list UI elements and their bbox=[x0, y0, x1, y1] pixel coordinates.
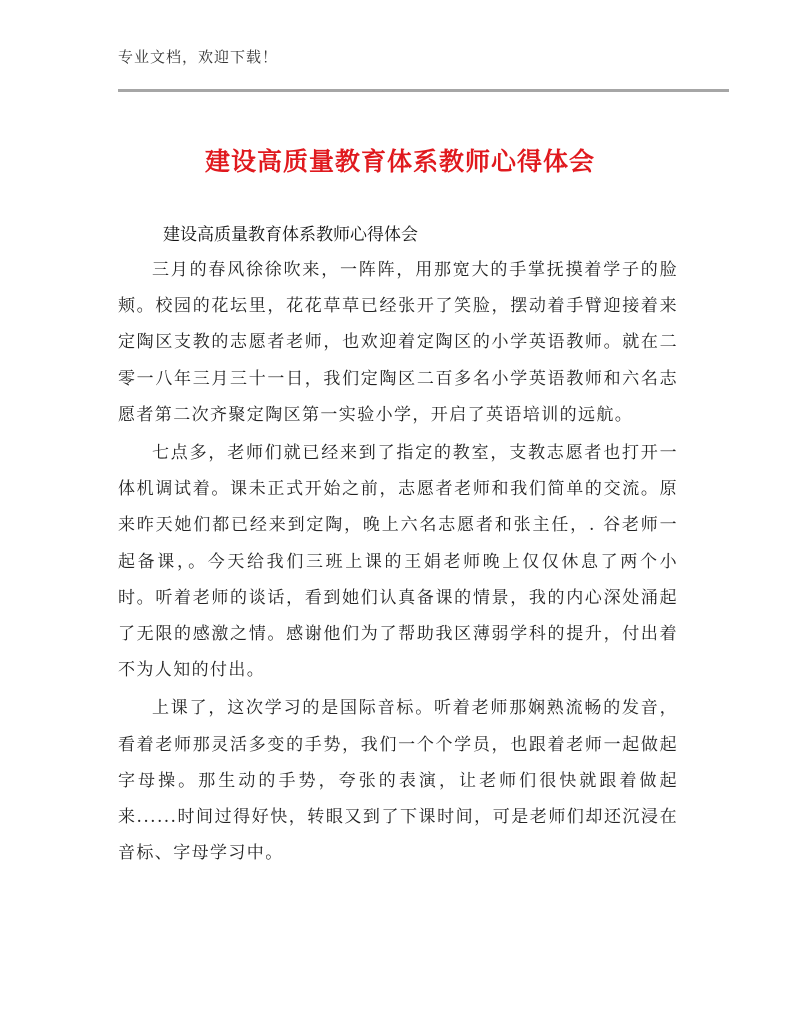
body-paragraph: 上课了，这次学习的是国际音标。听着老师那娴熟流畅的发音，看着老师那灵活多变的手势，我们一个个学员，也跟着老师一起做起字母操。那生动的手势，夸张的表演，让老师们很快就跟着做起来......时间过得好快，转眼又到了下课时间，可是老师们却还沉浸在音标、字母学习中。 bbox=[118, 698, 678, 864]
document-title: 建设高质量教育体系教师心得体会 bbox=[204, 147, 595, 176]
header-note: 专业文档，欢迎下载！ bbox=[118, 48, 279, 66]
header-divider bbox=[118, 89, 729, 92]
document-subtitle: 建设高质量教育体系教师心得体会 bbox=[163, 225, 418, 245]
body-paragraph: 三月的春风徐徐吹来，一阵阵，用那宽大的手掌抚摸着学子的脸颊。校园的花坛里，花花草草已经张开了笑脸，摆动着手臂迎接着来定陶区支教的志愿者老师，也欢迎着定陶区的小学英语教师。就在二零一八年三月三十一日，我们定陶区二百多名小学英语教师和六名志愿者第二次齐聚定陶区第一实验小学，开启了英语培训的远航。 bbox=[118, 260, 678, 425]
document-body bbox=[118, 252, 678, 873]
body-paragraph: 七点多，老师们就已经来到了指定的教室，支教志愿者也打开一体机调试着。课未正式开始之前，志愿者老师和我们简单的交流。原来昨天她们都已经来到定陶，晚上六名志愿者和张主任，. 谷老师一起备课，。今天给我们三班上课的王娟老师晚上仅仅休息了两个小时。听着老师的谈话，看到她们认真备课的情景，我的内心深处涌起了无限的感激之情。感谢他们为了帮助我区薄弱学科的提升，付出着不为人知的付出。 bbox=[118, 443, 678, 681]
